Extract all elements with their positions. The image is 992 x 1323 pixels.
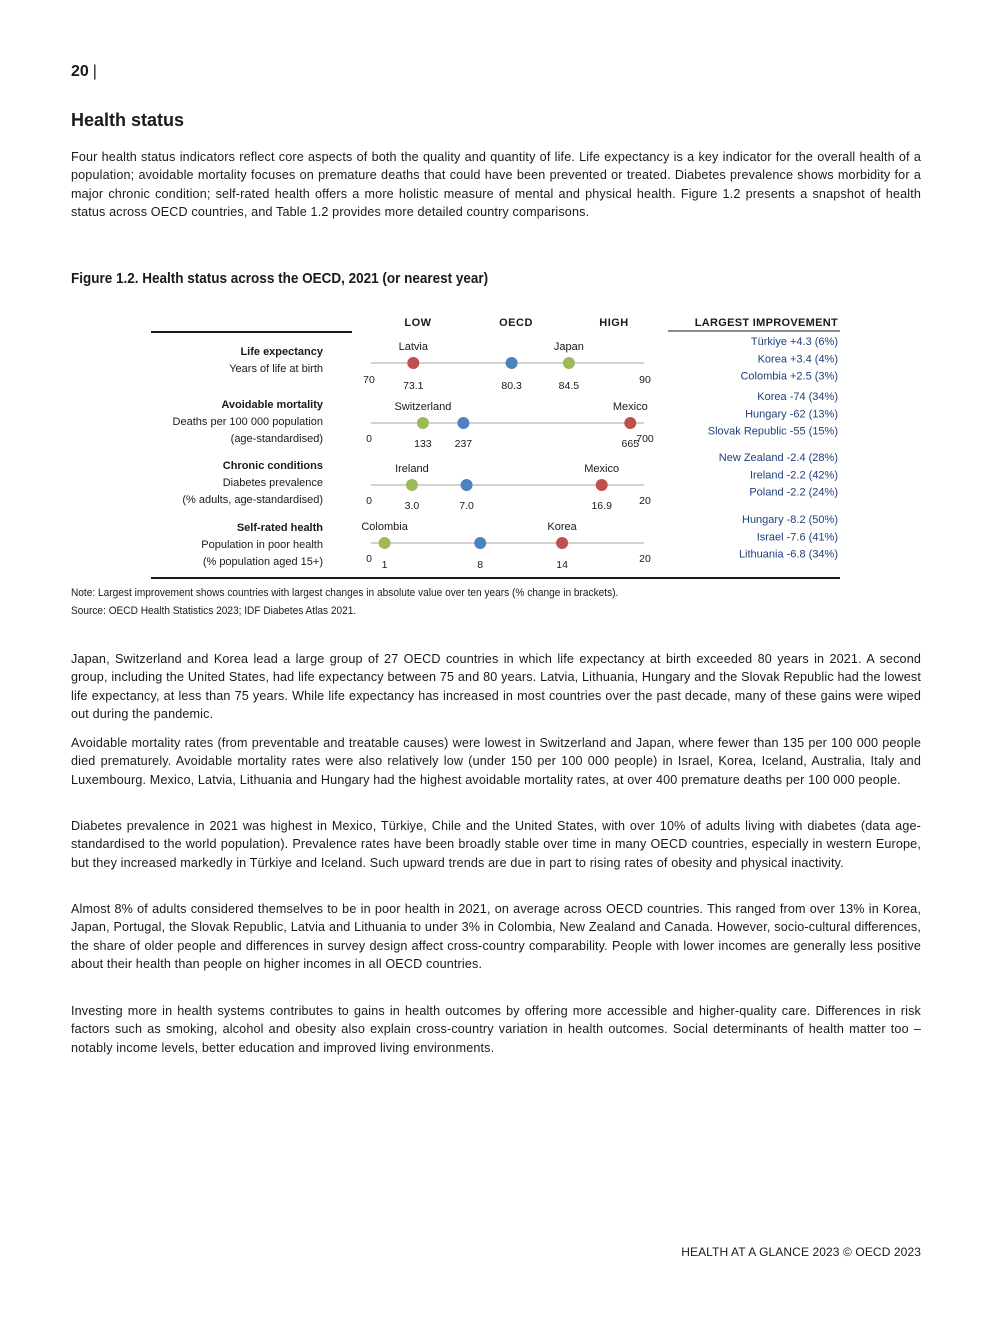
indicator-3-improvement-3: Poland -2.2 (24%) xyxy=(749,486,838,499)
indicator-3-value-oecd: 7.0 xyxy=(459,500,474,512)
indicator-2-improvement-2: Hungary -62 (13%) xyxy=(745,408,838,421)
indicator-4-value-high: 1 xyxy=(381,559,388,571)
indicator-3-improvement-2: Ireland -2.2 (42%) xyxy=(749,469,838,482)
figure-title: Figure 1.2. Health status across the OECD, 2021 (or nearest year) xyxy=(71,270,489,287)
indicator-3-subtitle-2: (% adults, age-standardised) xyxy=(182,494,323,506)
indicator-1-improvement-3: Colombia +2.5 (3%) xyxy=(740,370,838,383)
indicator-4-marker-low xyxy=(556,537,568,549)
indicator-4-value-oecd: 8 xyxy=(477,559,484,571)
indicator-1-marker-high xyxy=(563,357,575,369)
figure-source: Source: OECD Health Statistics 2023; IDF Diabetes Atlas 2021. xyxy=(71,605,357,617)
indicator-3-marker-high xyxy=(406,479,418,491)
indicator-4-subtitle-2: (% population aged 15+) xyxy=(202,556,323,568)
indicator-4-improvement-3: Lithuania -6.8 (34%) xyxy=(738,548,838,561)
indicator-3-min-label: 0 xyxy=(366,495,372,507)
indicator-4-name: Self-rated health xyxy=(236,522,323,534)
indicator-1-country-low: Latvia xyxy=(398,341,428,353)
indicator-2-min-label: 0 xyxy=(366,433,372,445)
header-largest-improvement: LARGEST IMPROVEMENT xyxy=(694,317,838,329)
indicator-3-marker-low xyxy=(596,479,608,491)
health-status-chart xyxy=(0,0,992,640)
page-number-separator: | xyxy=(92,63,97,80)
indicator-2-name: Avoidable mortality xyxy=(221,399,323,411)
indicator-4-min-label: 0 xyxy=(366,553,372,565)
indicator-2-country-low: Mexico xyxy=(612,401,648,413)
indicator-1-name: Life expectancy xyxy=(240,346,323,358)
indicator-4-improvement-1: Hungary -8.2 (50%) xyxy=(742,514,838,526)
indicator-3-value-low: 16.9 xyxy=(591,500,612,512)
indicator-4-country-high: Colombia xyxy=(361,521,408,533)
indicator-2-value-oecd: 237 xyxy=(454,438,473,450)
intro-paragraph: Four health status indicators reflect core aspects of both the quality and quantity of life. Life expectancy is a key indicator for the overall health of a population; avoidable mortality focuses on premature deaths that could have been prevented or treated. Diabetes prevalence shows morbidity for a major chronic condition; self-rated health offers a more holistic measure of mental and physical health. Figure 1.2 presents a snapshot of health status across OECD countries, and Table 1.2 provides more detailed country comparisons. xyxy=(71,150,921,219)
indicator-4-marker-high xyxy=(379,537,391,549)
header-oecd: OECD xyxy=(499,317,533,329)
indicator-2-improvement-3: Slovak Republic -55 (15%) xyxy=(707,425,838,438)
indicator-1-subtitle-1: Years of life at birth xyxy=(229,363,323,375)
header-high: HIGH xyxy=(599,317,629,329)
indicator-3-marker-oecd xyxy=(461,479,473,491)
indicator-2-country-high: Switzerland xyxy=(394,401,452,413)
figure-note: Note: Largest improvement shows countries with largest changes in absolute value over ten years (% change in brackets). xyxy=(71,587,619,599)
indicator-1-improvement-1: Türkiye +4.3 (6%) xyxy=(750,336,838,348)
indicator-1-marker-low xyxy=(407,357,419,369)
indicator-1-country-high: Japan xyxy=(553,341,584,353)
indicator-4-max-label: 20 xyxy=(639,553,651,565)
indicator-3-name: Chronic conditions xyxy=(222,460,323,472)
indicator-4-country-low: Korea xyxy=(547,521,577,533)
indicator-4-value-low: 14 xyxy=(556,559,568,571)
indicator-3-improvement-1: New Zealand -2.4 (28%) xyxy=(718,452,838,464)
indicator-1-value-low: 73.1 xyxy=(403,380,424,392)
indicator-2-subtitle-2: (age-standardised) xyxy=(230,433,323,445)
body-paragraph-1: Japan, Switzerland and Korea lead a large group of 27 OECD countries in which life expectancy at birth exceeded 80 years in 2021. A second group, including the United States, had life expectancy between 75 and 80 years. Latvia, Lithuania, Hungary and the Slovak Republic had the lowest life expectancy, at less than 75 years. While life expectancy has increased in most countries over the past decade, many of these gains were wiped out during the pandemic. xyxy=(71,652,921,721)
indicator-3-max-label: 20 xyxy=(639,495,651,507)
indicator-2-value-high: 133 xyxy=(414,438,432,450)
page-footer: HEALTH AT A GLANCE 2023 © OECD 2023 xyxy=(681,1245,921,1259)
indicator-1-value-high: 84.5 xyxy=(558,380,580,392)
body-paragraph-4: Almost 8% of adults considered themselves to be in poor health in 2021, on average across OECD countries. This ranged from over 13% in Korea, Japan, Portugal, the Slovak Republic, Latvia and Lithuania to under 3% in Colombia, New Zealand and Canada. However, socio-cultural differences, the share of older people and differences in survey design affect cross-country comparability. People with lower incomes are generally less positive about their health than people on higher incomes in all OECD countries. xyxy=(71,902,921,971)
indicator-3-value-high: 3.0 xyxy=(404,500,420,512)
indicator-2-marker-low xyxy=(624,417,636,429)
indicator-4-subtitle-1: Population in poor health xyxy=(201,539,323,551)
indicator-2-value-low: 665 xyxy=(621,438,640,450)
body-paragraph-3: Diabetes prevalence in 2021 was highest in Mexico, Türkiye, Chile and the United States, with over 10% of adults living with diabetes (data age-standardised to the world population). Prevalence rates have been broadly stable over time in many OECD countries, especially in western Europe, but they increased markedly in Türkiye and Iceland. Such upward trends are due in part to rising rates of obesity and physical inactivity. xyxy=(71,819,921,870)
indicator-1-max-label: 90 xyxy=(639,374,651,386)
indicator-3-country-low: Mexico xyxy=(584,463,620,475)
header-low: LOW xyxy=(404,317,432,329)
body-paragraph-5: Investing more in health systems contributes to gains in health outcomes by offering more accessible and higher-quality care. Differences in risk factors such as smoking, alcohol and obesity also explain cross-country variation in health outcomes. Social determinants of health matter too – notably income levels, better education and improved living environments. xyxy=(71,1004,921,1055)
indicator-4-marker-oecd xyxy=(474,537,486,549)
indicator-1-value-oecd: 80.3 xyxy=(501,380,522,392)
indicator-3-subtitle-1: Diabetes prevalence xyxy=(222,477,323,489)
indicator-2-max-label: 700 xyxy=(636,433,654,445)
indicator-3-country-high: Ireland xyxy=(395,463,429,475)
indicator-2-subtitle-1: Deaths per 100 000 population xyxy=(172,416,323,428)
body-paragraph-2: Avoidable mortality rates (from preventable and treatable causes) were lowest in Switzerland and Japan, where fewer than 135 per 100 000 people died prematurely. Avoidable mortality rates were also relatively low (under 150 per 100 000 people) in Israel, Korea, Iceland, Australia, Italy and Luxembourg. Mexico, Latvia, Lithuania and Hungary had the highest avoidable mortality rates, at over 400 premature deaths per 100 000 people. xyxy=(71,736,921,787)
section-title: Health status xyxy=(71,110,185,130)
indicator-2-marker-oecd xyxy=(457,417,469,429)
indicator-2-marker-high xyxy=(417,417,429,429)
indicator-1-improvement-2: Korea +3.4 (4%) xyxy=(757,353,838,366)
indicator-1-min-label: 70 xyxy=(363,374,375,386)
indicator-4-improvement-2: Israel -7.6 (41%) xyxy=(756,531,838,544)
indicator-2-improvement-1: Korea -74 (34%) xyxy=(757,391,838,403)
page-number-value: 20 xyxy=(71,63,89,80)
indicator-1-marker-oecd xyxy=(506,357,518,369)
